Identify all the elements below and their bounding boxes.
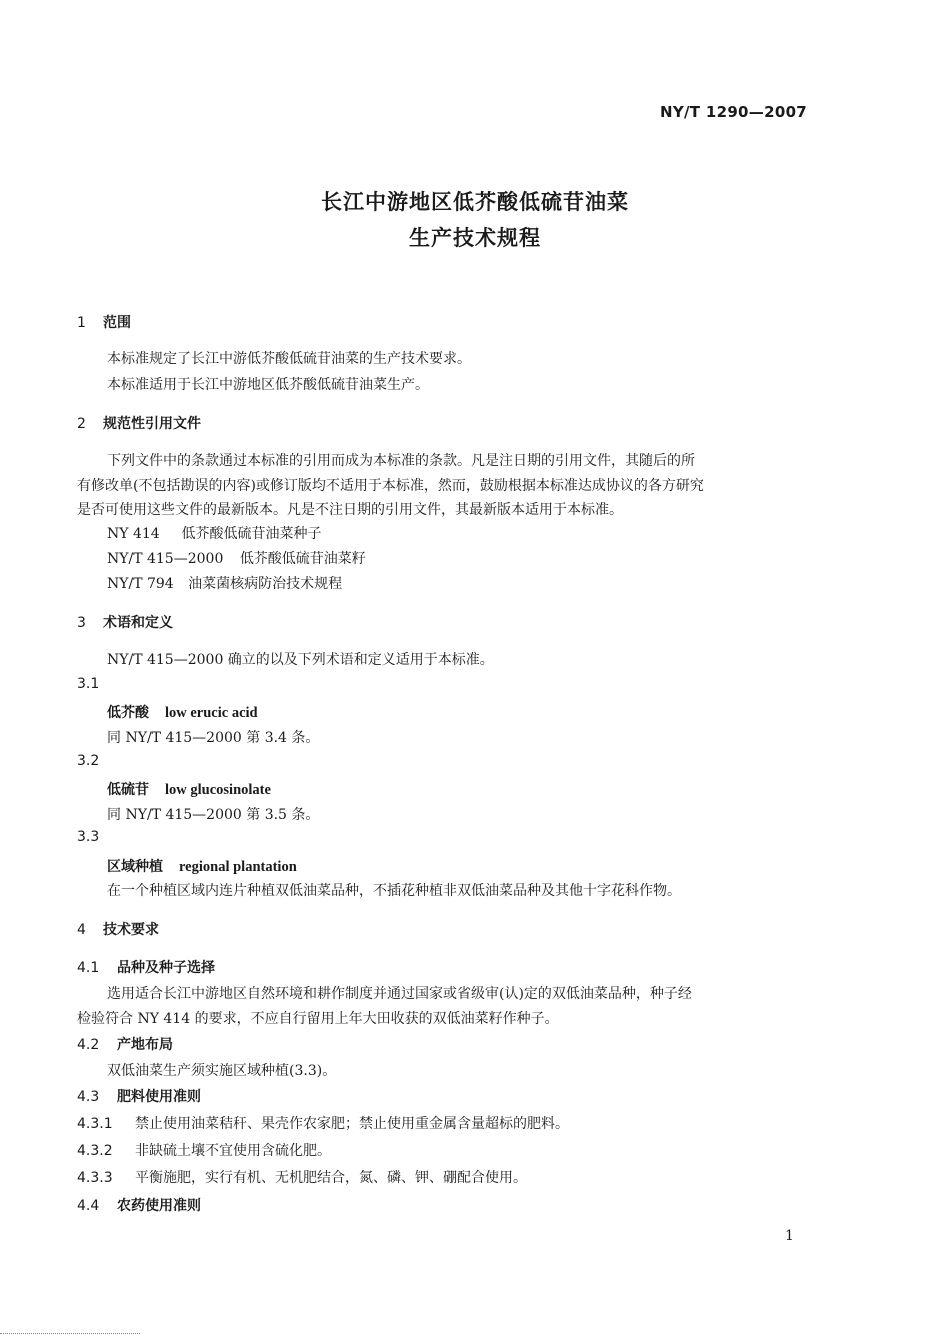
term-definition: 同 NY/T 415—2000 第 3.4 条。 xyxy=(107,730,320,746)
clause-number: 3.2 xyxy=(77,753,100,769)
term-chinese: 区域种植 xyxy=(107,859,163,875)
term-english: low glucosinolate xyxy=(165,782,271,798)
clause-number: 4.3.1 xyxy=(77,1116,113,1132)
subsection-4-3-heading xyxy=(77,1086,201,1106)
reference-item xyxy=(107,573,342,593)
paragraph-line: 选用适合长江中游地区自然环境和耕作制度并通过国家或省级审(认)定的双低油菜品种，种子经 xyxy=(107,986,692,1002)
reference-title: 低芥酸低硫苷油菜种子 xyxy=(181,526,322,542)
clause-item xyxy=(77,1140,331,1160)
subsection-4-4-heading xyxy=(77,1195,201,1215)
subsection-title: 肥料使用准则 xyxy=(117,1089,201,1105)
reference-item xyxy=(107,548,366,568)
subsection-title: 农药使用准则 xyxy=(117,1198,201,1214)
reference-code: NY 414 xyxy=(107,526,160,542)
section-number: 1 xyxy=(77,315,86,331)
section-title: 范围 xyxy=(103,315,131,331)
reference-title: 油菜菌核病防治技术规程 xyxy=(188,576,343,592)
section-4-heading xyxy=(77,919,159,939)
term-definition: 在一个种植区域内连片种植双低油菜品种，不插花种植非双低油菜品种及其他十字花科作物。 xyxy=(107,883,681,899)
clause-number: 4.3.2 xyxy=(77,1143,113,1159)
section-title: 规范性引用文件 xyxy=(103,416,201,432)
section-2-heading xyxy=(77,413,201,433)
section-title: 技术要求 xyxy=(103,922,159,938)
paragraph-line: 有修改单(不包括勘误的内容)或修订版均不适用于本标准，然而，鼓励根据本标准达成协议的各方研究 xyxy=(77,478,704,494)
document-title-line1: 长江中游地区低芥酸低硫苷油菜 xyxy=(321,190,629,214)
term-definition: 同 NY/T 415—2000 第 3.5 条。 xyxy=(107,807,320,823)
term-english: low erucic acid xyxy=(165,705,258,721)
section-number: 3 xyxy=(77,615,86,631)
reference-code: NY/T 415—2000 xyxy=(107,551,224,567)
section-title: 术语和定义 xyxy=(103,615,173,631)
term-english: regional plantation xyxy=(179,859,297,875)
section-1-heading xyxy=(77,312,131,332)
reference-title: 低芥酸低硫苷油菜籽 xyxy=(239,551,366,567)
subsection-number: 4.4 xyxy=(77,1198,100,1214)
clause-text: 禁止使用油菜秸秆、果壳作农家肥；禁止使用重金属含量超标的肥料。 xyxy=(135,1116,569,1132)
clause-item xyxy=(77,1113,569,1133)
subsection-title: 产地布局 xyxy=(117,1037,173,1053)
reference-item xyxy=(107,523,321,543)
scan-artifact-line xyxy=(0,1333,140,1334)
paragraph: 本标准规定了长江中游低芥酸低硫苷油菜的生产技术要求。 xyxy=(107,351,471,367)
term-entry xyxy=(107,856,297,876)
standard-number: NY/T 1290—2007 xyxy=(660,103,808,121)
section-3-heading xyxy=(77,612,173,632)
page-number: 1 xyxy=(785,1228,794,1244)
term-chinese: 低芥酸 xyxy=(107,705,149,721)
subsection-4-2-heading xyxy=(77,1034,173,1054)
subsection-title: 品种及种子选择 xyxy=(117,960,215,976)
paragraph: 双低油菜生产须实施区域种植(3.3)。 xyxy=(107,1063,337,1079)
subsection-4-1-heading xyxy=(77,957,215,977)
paragraph: 本标准适用于长江中游地区低芥酸低硫苷油菜生产。 xyxy=(107,377,429,393)
paragraph-line: 检验符合 NY 414 的要求，不应自行留用上年大田收获的双低油菜籽作种子。 xyxy=(77,1011,559,1027)
clause-text: 平衡施肥，实行有机、无机肥结合，氮、磷、钾、硼配合使用。 xyxy=(135,1170,527,1186)
section-number: 4 xyxy=(77,922,86,938)
clause-number: 3.3 xyxy=(77,829,100,845)
clause-number: 4.3.3 xyxy=(77,1170,113,1186)
clause-text: 非缺硫土壤不宜使用含硫化肥。 xyxy=(135,1143,331,1159)
clause-number: 3.1 xyxy=(77,676,100,692)
subsection-number: 4.2 xyxy=(77,1037,100,1053)
document-title-line2: 生产技术规程 xyxy=(409,226,541,250)
subsection-number: 4.1 xyxy=(77,960,100,976)
paragraph-line: 下列文件中的条款通过本标准的引用而成为本标准的条款。凡是注日期的引用文件，其随后的所 xyxy=(107,453,695,469)
reference-code: NY/T 794 xyxy=(107,576,174,592)
clause-item xyxy=(77,1167,527,1187)
paragraph: NY/T 415—2000 确立的以及下列术语和定义适用于本标准。 xyxy=(107,652,494,668)
term-entry xyxy=(107,779,271,799)
term-entry xyxy=(107,702,258,722)
section-number: 2 xyxy=(77,416,86,432)
paragraph-line: 是否可使用这些文件的最新版本。凡是不注日期的引用文件，其最新版本适用于本标准。 xyxy=(77,502,623,518)
subsection-number: 4.3 xyxy=(77,1089,100,1105)
term-chinese: 低硫苷 xyxy=(107,782,149,798)
